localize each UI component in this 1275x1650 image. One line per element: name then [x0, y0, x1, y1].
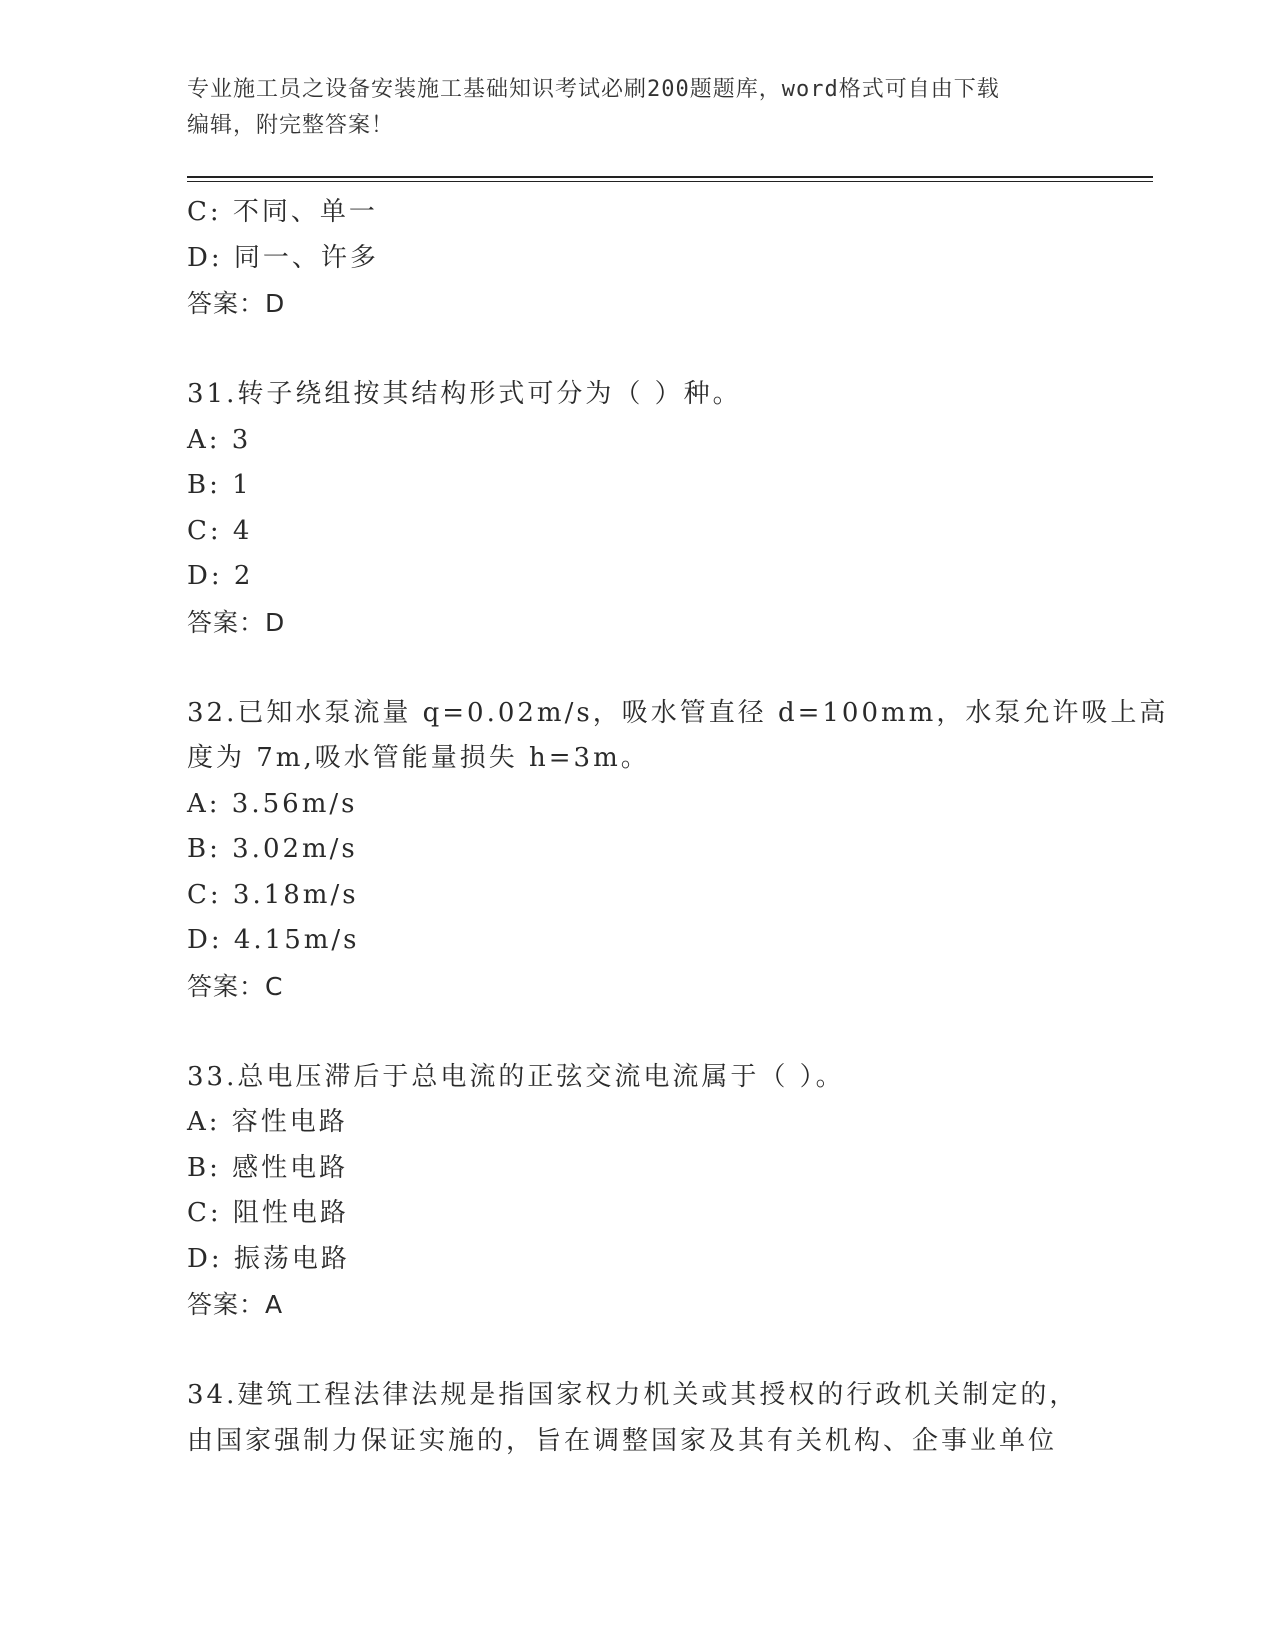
question-text: 33.总电压滞后于总电流的正弦交流电流属于（ ）。	[187, 1061, 845, 1092]
option-c: C: 4	[187, 515, 253, 546]
option-c: C: 3.18m/s	[187, 879, 359, 910]
option-d: D: 同一、许多	[187, 242, 379, 273]
answer: 答案：C	[187, 971, 284, 1001]
question-text-cont: 度为 7m,吸水管能量损失 h=3m。	[187, 743, 650, 773]
option-a: A: 3.56m/s	[187, 788, 358, 819]
question-31	[187, 372, 1087, 645]
question-32	[187, 691, 1169, 1010]
question-33	[187, 1055, 1087, 1328]
answer: 答案：D	[187, 607, 286, 637]
option-b: B: 感性电路	[187, 1152, 349, 1183]
answer: 答案：D	[187, 289, 286, 318]
header-line-2: 编辑，附完整答案！	[187, 113, 395, 138]
question-34	[187, 1373, 1087, 1464]
question-text: 34.建筑工程法律法规是指国家权力机关或其授权的行政机关制定的，	[187, 1380, 1079, 1410]
question-text-cont: 由国家强制力保证实施的，旨在调整国家及其有关机构、企事业单位	[187, 1425, 1058, 1456]
option-d: D: 振荡电路	[187, 1243, 350, 1274]
question-text: 32.已知水泵流量 q=0.02m/s，吸水管直径 d=100mm，水泵允许吸上高	[187, 697, 1169, 728]
header-line-1: 专业施工员之设备安装施工基础知识考试必刷200题题库，word格式可自由下载	[187, 77, 1000, 102]
option-d: D: 2	[187, 561, 254, 591]
question-text: 31.转子绕组按其结构形式可分为（ ）种。	[187, 379, 742, 409]
header-rule-thin	[187, 181, 1153, 182]
option-c: C: 不同、单一	[187, 197, 378, 227]
option-a: A: 3	[187, 424, 252, 455]
option-b: B: 3.02m/s	[187, 834, 358, 864]
option-a: A: 容性电路	[187, 1107, 348, 1137]
document-header	[187, 72, 1087, 144]
question-30-tail	[187, 190, 1087, 327]
option-c: C: 阻性电路	[187, 1198, 349, 1228]
option-d: D: 4.15m/s	[187, 925, 360, 955]
document-body	[187, 190, 1169, 1464]
option-b: B: 1	[187, 470, 252, 500]
header-rule-thick	[187, 176, 1153, 178]
answer: 答案：A	[187, 1290, 284, 1319]
